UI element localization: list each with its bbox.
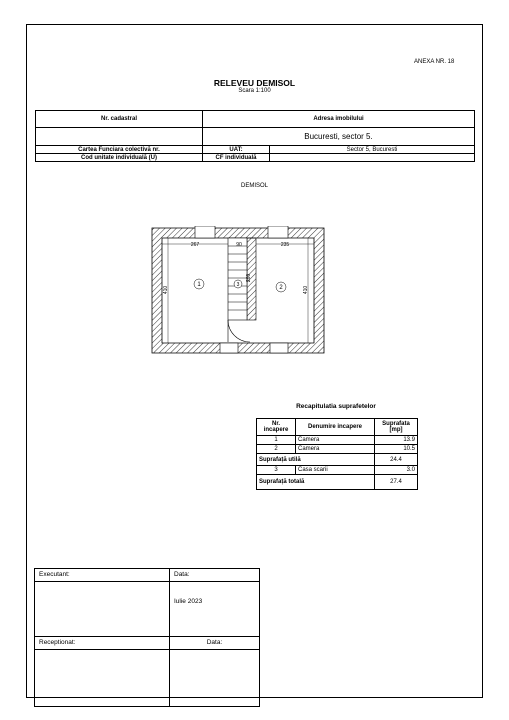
executant-signature-area	[35, 582, 170, 637]
table-row	[257, 445, 418, 454]
cod-unitate-label: Cod unitate individuală (U)	[36, 154, 203, 162]
receptionat-date-area	[170, 650, 260, 707]
stair-outline	[228, 238, 247, 320]
window-bottom-left	[220, 343, 238, 353]
row-area: 13.9	[375, 436, 418, 445]
row-name: Camera	[296, 445, 375, 454]
adresa-label: Adresa imobilului	[203, 111, 475, 128]
room-1-number: 1	[197, 282, 201, 288]
row-area: 3.0	[375, 466, 418, 475]
adresa-value: Bucuresti, sector 5.	[203, 128, 475, 146]
row-name: Casa scarii	[296, 466, 375, 475]
door-swing	[228, 320, 250, 342]
table-row	[257, 454, 418, 466]
floor-plan	[150, 226, 326, 356]
receptionat-signature-area	[35, 650, 170, 707]
executant-label: Executant:	[35, 569, 170, 582]
cf-individuala-value	[270, 154, 475, 162]
row-nr: 1	[257, 436, 296, 445]
window-top-left	[195, 226, 215, 238]
annex-number: ANEXA NR. 18	[414, 59, 455, 65]
document-title: RELEVEU DEMISOL	[213, 78, 296, 88]
dim-top-right: 235	[280, 242, 290, 248]
signature-table	[34, 568, 260, 707]
uat-label: UAT:	[203, 146, 270, 154]
carte-funciara-label: Cartea Funciara colectivă nr.	[36, 146, 203, 154]
date-value: Iulie 2023	[170, 582, 260, 637]
window-top-right	[268, 226, 288, 238]
data-label-1: Data:	[170, 569, 260, 582]
totala-value: 27.4	[375, 475, 418, 490]
table-row	[257, 436, 418, 445]
dim-stair-top: 90	[236, 242, 242, 248]
table-row	[257, 466, 418, 475]
property-info-table	[35, 110, 475, 162]
totala-label: Suprafață totală	[257, 475, 375, 490]
recap-title: Recapitulatia suprafetelor	[296, 403, 376, 410]
room-3-number: 3	[236, 282, 240, 288]
dim-right-height: 410	[303, 285, 309, 295]
dim-stair-height: 260	[246, 273, 252, 283]
col-denumire: Denumire incapere	[296, 419, 375, 436]
room-2-number: 2	[279, 285, 283, 291]
row-name: Camera	[296, 436, 375, 445]
nr-cadastral-label: Nr. cadastral	[36, 111, 203, 128]
cf-individuala-label: CF individuală	[203, 154, 270, 162]
row-nr: 3	[257, 466, 296, 475]
col-nr: Nr. incapere	[257, 419, 296, 436]
table-row	[257, 475, 418, 490]
receptionat-label: Receptionat:	[35, 637, 170, 650]
utila-label: Suprafață utilă	[257, 454, 375, 466]
uat-value: Sector 5, Bucuresti	[270, 146, 475, 154]
scale-label: Scara 1:100	[238, 88, 271, 94]
window-bottom-right	[270, 343, 288, 353]
col-suprafata: Suprafata [mp]	[375, 419, 418, 436]
row-area: 10.5	[375, 445, 418, 454]
nr-cadastral-value	[36, 128, 203, 146]
recap-table	[256, 418, 418, 490]
plan-label: DEMISOL	[240, 183, 268, 189]
dim-top-left: 267	[190, 242, 200, 248]
data-label-2: Data:	[170, 637, 260, 650]
dim-left-height: 410	[163, 285, 169, 295]
utila-value: 24.4	[375, 454, 418, 466]
row-nr: 2	[257, 445, 296, 454]
